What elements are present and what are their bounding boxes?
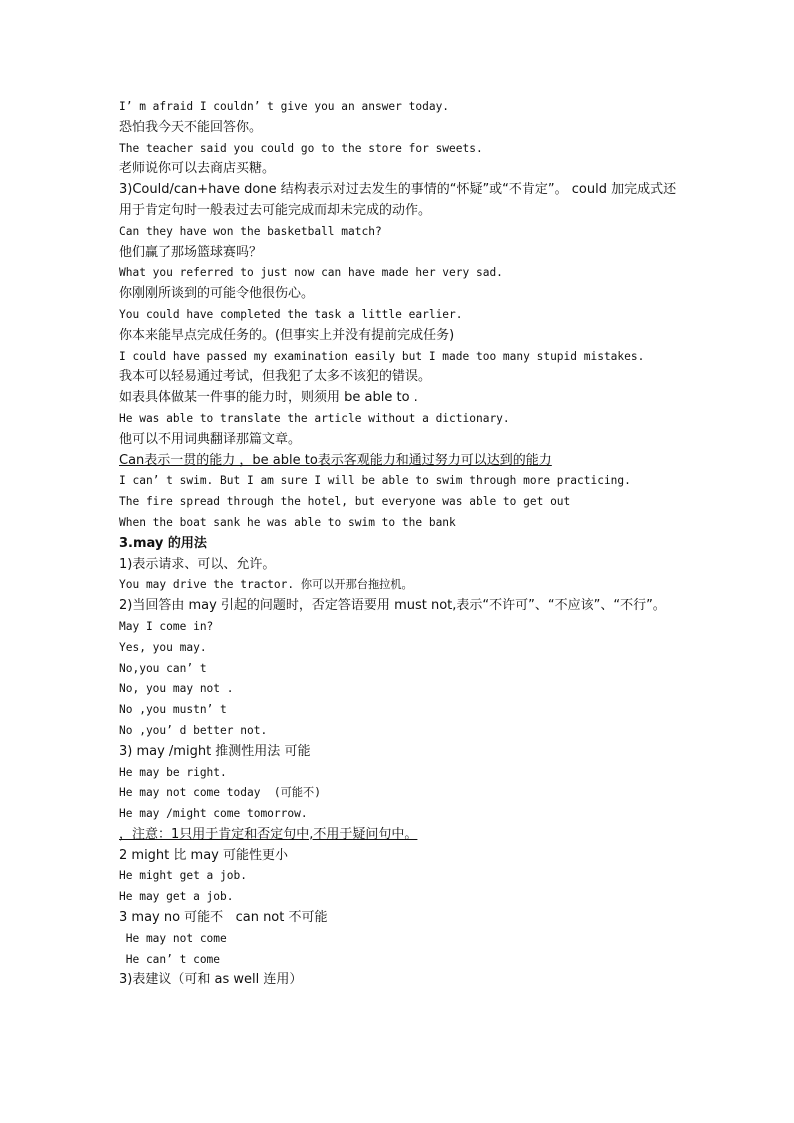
text-line: 我本可以轻易通过考试，但我犯了太多不该犯的错误。 bbox=[119, 369, 432, 385]
text-line: 他们赢了那场篮球赛吗？ bbox=[119, 244, 263, 260]
text-line: No,you can’ t bbox=[119, 661, 207, 675]
text-line: He may be right. bbox=[119, 765, 227, 779]
text-line: 他可以不用词典翻译那篇文章。 bbox=[119, 431, 302, 447]
text-line: 3.may 的用法 bbox=[119, 535, 207, 551]
text-line: May I come in? bbox=[119, 619, 214, 633]
text-line: He can’ t come bbox=[119, 952, 221, 966]
text-line: He may not come today (可能不) bbox=[119, 786, 321, 800]
text-line: 恐怕我今天不能回答你。 bbox=[119, 119, 263, 135]
text-line: You could have completed the task a little earlier. bbox=[119, 307, 463, 321]
text-line: Can they have won the basketball match? bbox=[119, 224, 382, 238]
text-line: I could have passed my examination easily but I made too many stupid mistakes. bbox=[119, 349, 645, 363]
text-line: 1)表示请求、可以、允许。 bbox=[119, 556, 276, 572]
text-line: 3) may /might 推测性用法 可能 bbox=[119, 743, 311, 759]
text-line: No ,you mustn’ t bbox=[119, 703, 227, 717]
text-line: I’ m afraid I couldn’ t give you an answer today. bbox=[119, 100, 450, 113]
text-line: He was able to translate the article without a dictionary. bbox=[119, 411, 510, 425]
text-line: 老师说你可以去商店买糖。 bbox=[119, 161, 276, 177]
text-line: 你刚刚所谈到的可能令他很伤心。 bbox=[119, 286, 315, 302]
text-line: He may get a job. bbox=[119, 890, 234, 904]
text-line: 2)当回答由 may 引起的问题时，否定答语要用 must not,表示“不许可”、“不应该”、“不行”。 bbox=[119, 598, 666, 614]
text-line: No, you may not . bbox=[119, 682, 234, 696]
text-line: Yes, you may. bbox=[119, 640, 207, 654]
document-body bbox=[119, 97, 685, 991]
text-line: 3)Could/can+have done 结构表示对过去发生的事情的“怀疑”或“不肯定”。 could 加完成式还用于肯定句时一般表过去可能完成而却未完成的动作。 bbox=[119, 182, 677, 218]
text-line: 3 may no 可能不 can not 不可能 bbox=[119, 910, 328, 926]
text-line: 你本来能早点完成任务的。(但事实上并没有提前完成任务) bbox=[119, 327, 455, 343]
text-line: What you referred to just now can have made her very sad. bbox=[119, 266, 503, 280]
text-line: He might get a job. bbox=[119, 869, 247, 883]
text-line: You may drive the tractor. 你可以开那台拖拉机。 bbox=[119, 578, 413, 592]
text-line: The fire spread through the hotel, but everyone was able to get out bbox=[119, 495, 571, 509]
text-line: No ,you’ d better not. bbox=[119, 723, 268, 737]
text-line: I can’ t swim. But I am sure I will be able to swim through more practicing. bbox=[119, 474, 631, 488]
text-line: The teacher said you could go to the store for sweets. bbox=[119, 141, 483, 155]
text-line: He may not come bbox=[119, 931, 227, 945]
text-line: ，注意：1只用于肯定和否定句中,不用于疑问句中。 bbox=[119, 826, 418, 842]
text-line: He may /might come tomorrow. bbox=[119, 807, 308, 821]
text-line: 2 might 比 may 可能性更小 bbox=[119, 847, 288, 863]
text-line: When the boat sank he was able to swim to the bank bbox=[119, 515, 456, 529]
text-line: 3)表建议（可和 as well 连用） bbox=[119, 972, 303, 988]
text-line: Can表示一贯的能力 ，be able to表示客观能力和通过努力可以达到的能力 bbox=[119, 452, 552, 468]
text-line: 如表具体做某一件事的能力时，则须用 be able to . bbox=[119, 390, 418, 406]
